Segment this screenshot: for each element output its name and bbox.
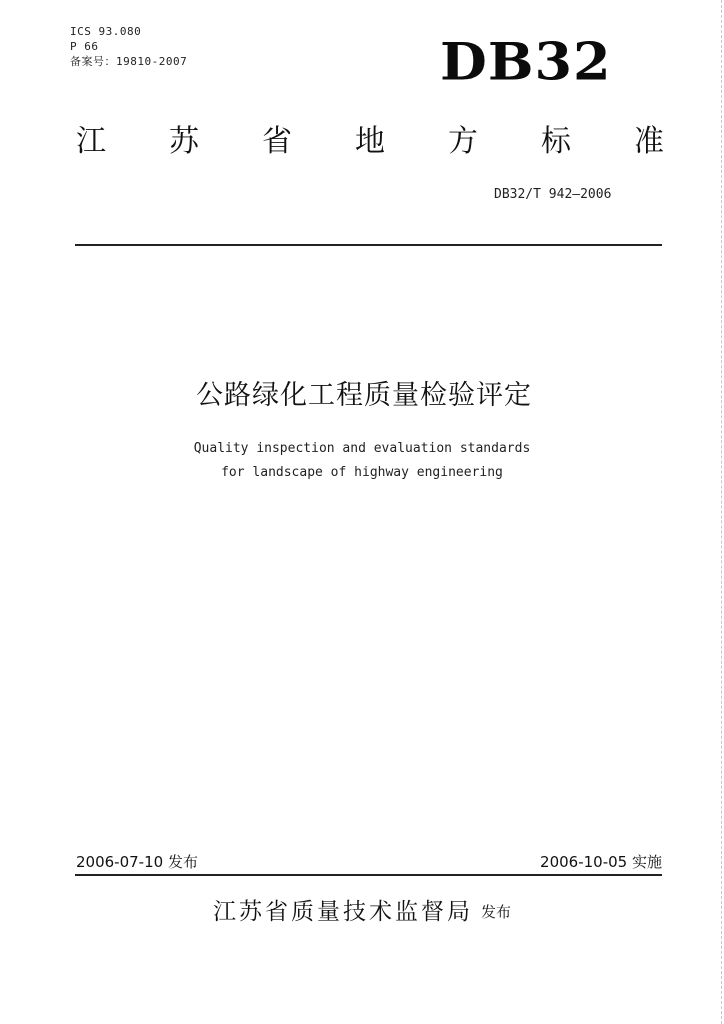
title-char: 准 <box>634 124 664 159</box>
title-char: 标 <box>541 124 571 159</box>
document-title-cn: 公路绿化工程质量检验评定 <box>196 380 532 411</box>
publish-label: 发布 <box>480 903 511 921</box>
bottom-divider <box>75 874 662 876</box>
publisher-name: 江苏省质量技术监督局 <box>212 899 473 925</box>
classification-code: P 66 <box>70 40 99 53</box>
publisher-line <box>0 896 724 928</box>
title-char: 江 <box>76 124 106 159</box>
implementation-date: 2006-10-05 实施 <box>540 853 662 871</box>
record-number: 备案号：19810-2007 <box>70 55 188 68</box>
standard-type-title <box>76 122 664 162</box>
standard-code: DB32/T 942—2006 <box>494 187 612 202</box>
title-en-line-1: Quality inspection and evaluation standards <box>193 441 531 456</box>
document-metadata <box>70 24 187 69</box>
title-en-line-2: for landscape of highway engineering <box>221 465 503 480</box>
title-char: 方 <box>448 124 478 159</box>
title-char: 省 <box>262 124 292 159</box>
title-char: 地 <box>355 124 385 159</box>
top-divider <box>75 244 662 246</box>
title-char: 苏 <box>169 124 199 159</box>
db32-logo: DB32 <box>440 31 612 92</box>
issue-date: 2006-07-10 发布 <box>76 853 198 871</box>
ics-code: ICS 93.080 <box>70 25 142 38</box>
scan-edge-marks <box>720 0 722 1024</box>
document-title-en <box>0 437 724 485</box>
